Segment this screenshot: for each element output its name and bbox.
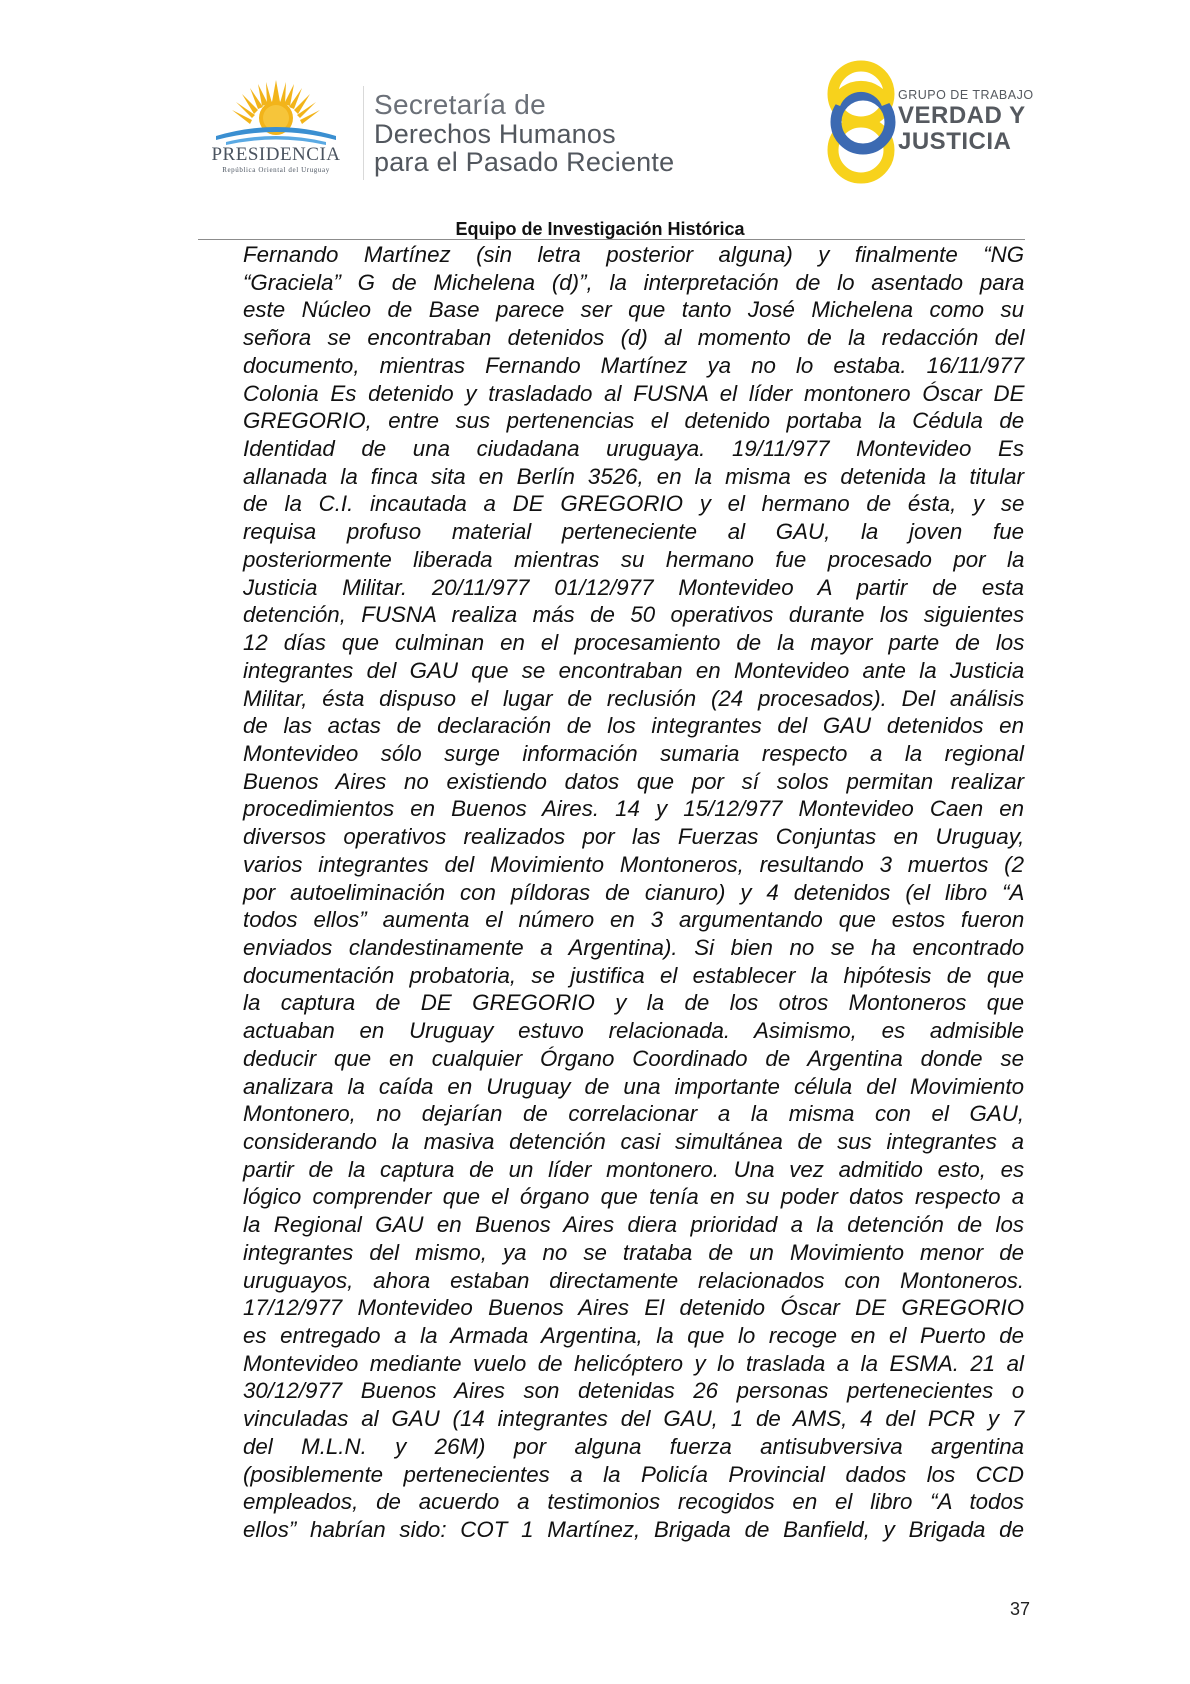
text-line: Montonero, no dejarían de correlacionar a la misma con el GAU, xyxy=(243,1101,1025,1127)
text-line: de la C.I. incautada a DE GREGORIO y el hermano de ésta, y se xyxy=(243,491,1025,517)
text-line: Militar, ésta dispuso el lugar de reclusión (24 procesados). Del análisis xyxy=(243,685,1025,711)
text-line: la Regional GAU en Buenos Aires diera prioridad a la detención de los xyxy=(243,1212,1024,1238)
sun-emblem-icon xyxy=(196,78,356,148)
text-line: detención, FUSNA realiza más de 50 operativos durante los siguientes xyxy=(243,602,1025,628)
text-line: este Núcleo de Base parece ser que tanto José Michelena como su xyxy=(243,297,1025,323)
text-line: allanada la finca sita en Berlín 3526, en la misma es detenida la titular xyxy=(243,463,1024,489)
text-line: documentación probatoria, se justifica el establecer la hipótesis de que xyxy=(243,962,1025,988)
text-line: Justicia Militar. 20/11/977 01/12/977 Montevideo A partir de esta xyxy=(243,574,1024,600)
text-line: de las actas de declaración de los integrantes del GAU detenidos en xyxy=(243,713,1024,739)
text-line: 30/12/977 Buenos Aires son detenidas 26 personas pertenecientes o xyxy=(243,1378,1025,1404)
text-line: 17/12/977 Montevideo Buenos Aires El detenido Óscar DE GREGORIO xyxy=(243,1295,1025,1321)
text-line: procedimientos en Buenos Aires. 14 y 15/12/977 Montevideo Caen en xyxy=(243,796,1025,822)
page-number: 37 xyxy=(1009,1599,1030,1619)
text-line: deducir que en cualquier Órgano Coordinado de Argentina donde se xyxy=(243,1045,1024,1071)
text-line: varios integrantes del Movimiento Montoneros, resultando 3 muertos (2 xyxy=(243,851,1024,877)
text-line: (posiblemente pertenecientes a la Policía Provincial dados los CCD xyxy=(243,1461,1024,1487)
linked-rings-icon xyxy=(823,58,903,184)
text-line: enviados clandestinamente a Argentina). Si bien no se ha encontrado xyxy=(243,934,1025,960)
text-line: analizara la caída en Uruguay de una importante célula del Movimiento xyxy=(243,1073,1024,1099)
text-line: la captura de DE GREGORIO y la de los otros Montoneros que xyxy=(243,990,1024,1016)
text-line: Buenos Aires no existiendo datos que por sí solos permitan realizar xyxy=(243,768,1024,794)
text-line: del M.L.N. y 26M) por alguna fuerza antisubversiva argentina xyxy=(243,1433,1024,1459)
text-line: diversos operativos realizados por las Fuerzas Conjuntas en Uruguay, xyxy=(243,824,1025,850)
text-line: actuaban en Uruguay estuvo relacionada. Asimismo, es admisible xyxy=(243,1018,1025,1044)
text-line: integrantes del mismo, ya no se trataba de un Movimiento menor de xyxy=(243,1239,1024,1265)
header-rule xyxy=(198,239,1025,240)
text-line: todos ellos” aumenta el número en 3 argumentando que estos fueron xyxy=(243,907,1025,933)
grupo-line-1: GRUPO DE TRABAJO xyxy=(898,88,1034,102)
text-line: integrantes del GAU que se encontraban en Montevideo ante la Justicia xyxy=(243,657,1025,683)
text-line: posteriormente liberada mientras su hermano fue procesado por la xyxy=(243,546,1025,572)
text-line: requisa profuso material perteneciente al GAU, la joven fue xyxy=(243,519,1024,545)
body-paragraph xyxy=(243,241,1024,1544)
text-line: Colonia Es detenido y trasladado al FUSNA el líder montonero Óscar DE xyxy=(243,380,1025,406)
text-line: ellos” habrían sido: COT 1 Martínez, Brigada de Banfield, y Brigada de xyxy=(243,1517,1024,1543)
header-divider xyxy=(363,86,364,180)
text-line: uruguayos, ahora estaban directamente relacionados con Montoneros. xyxy=(243,1267,1025,1293)
text-line: lógico comprender que el órgano que tenía en su poder datos respecto a xyxy=(243,1184,1025,1210)
text-line: 12 días que culminan en el procesamiento de la mayor parte de los xyxy=(243,630,1025,656)
verdad-justicia-title xyxy=(898,88,1034,154)
secretaria-title xyxy=(374,90,674,176)
text-line: empleados, de acuerdo a testimonios recogidos en el libro “A todos xyxy=(243,1489,1024,1515)
secretaria-line-2: Derechos Humanos xyxy=(374,119,616,149)
presidencia-logo xyxy=(196,78,356,178)
text-line: Montevideo sólo surge información sumaria respecto a la regional xyxy=(243,740,1024,766)
secretaria-line-1: Secretaría de xyxy=(374,89,546,120)
presidencia-name: PRESIDENCIA xyxy=(211,144,341,165)
text-line: partir de la captura de un líder montonero. Una vez admitido esto, es xyxy=(243,1156,1025,1182)
text-line: Montevideo mediante vuelo de helicóptero y lo traslada a la ESMA. 21 al xyxy=(243,1350,1024,1376)
secretaria-line-3: para el Pasado Reciente xyxy=(374,147,675,177)
text-line: documento, mientras Fernando Martínez ya no lo estaba. 16/11/977 xyxy=(243,352,1025,378)
text-line: Identidad de una ciudadana uruguaya. 19/11/977 Montevideo Es xyxy=(243,436,1025,462)
text-line: por autoeliminación con píldoras de cianuro) y 4 detenidos (el libro “A xyxy=(243,879,1025,905)
grupo-line-3: JUSTICIA xyxy=(898,128,1012,155)
text-line: considerando la masiva detención casi simultánea de sus integrantes a xyxy=(243,1129,1025,1154)
text-line: GREGORIO, entre sus pertenencias el detenido portaba la Cédula de xyxy=(243,408,1025,434)
text-line: señora se encontraban detenidos (d) al momento de la redacción del xyxy=(243,325,1025,351)
presidencia-subtitle: República Oriental del Uruguay xyxy=(222,166,330,174)
text-line: “Graciela” G de Michelena (d)”, la interpretación de lo asentado para xyxy=(243,269,1025,295)
running-header: Equipo de Investigación Histórica xyxy=(455,219,745,239)
text-line: es entregado a la Armada Argentina, la que lo recoge en el Puerto de xyxy=(243,1323,1025,1349)
text-line: Fernando Martínez (sin letra posterior alguna) y finalmente “NG xyxy=(243,242,1025,267)
text-line: vinculadas al GAU (14 integrantes del GAU, 1 de AMS, 4 del PCR y 7 xyxy=(243,1406,1025,1432)
grupo-line-2: VERDAD Y xyxy=(898,102,1026,129)
